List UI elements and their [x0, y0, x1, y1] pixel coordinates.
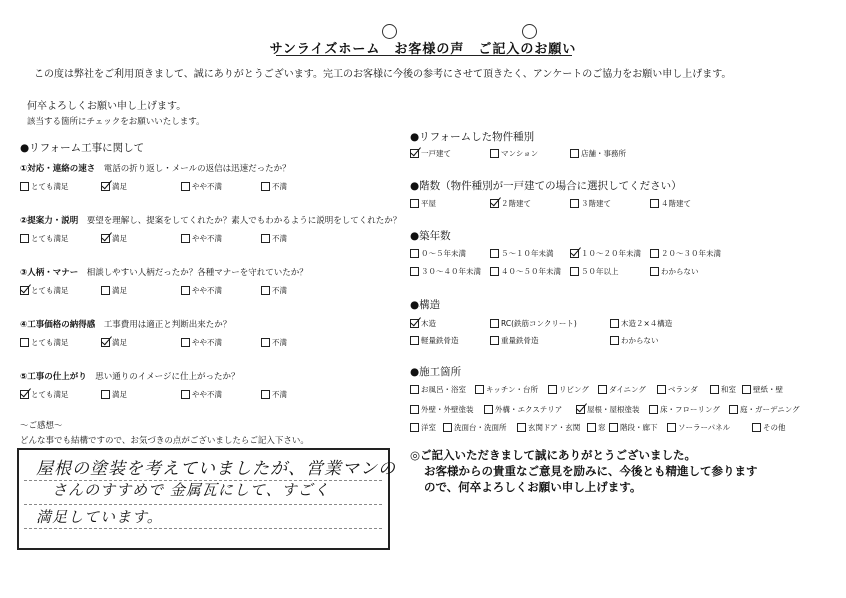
question-2: ②提案力・説明 要望を理解し、提案をしてくれたか？素人でもわかるように説明をしてくれたか？ — [20, 216, 402, 226]
option-location-veranda[interactable]: ベランダ — [657, 384, 698, 395]
option-age-40-50[interactable]: ４０～５０年未満 — [490, 266, 561, 277]
option-location-exterior-wall[interactable]: 外壁・外壁塗装 — [410, 404, 474, 415]
option-location-western-room[interactable]: 洋室 — [410, 422, 436, 433]
checkbox[interactable] — [181, 234, 190, 243]
checkbox[interactable] — [181, 182, 190, 191]
closing-line-3: ので、何卒よろしくお願い申し上げます。 — [424, 480, 642, 494]
checkbox[interactable] — [181, 338, 190, 347]
checkbox-checked[interactable] — [576, 405, 585, 414]
checkbox[interactable] — [410, 423, 419, 432]
checkbox[interactable] — [261, 390, 270, 399]
circle-mark — [522, 24, 537, 39]
option-floors-4[interactable]: ４階建て — [650, 198, 691, 209]
question-1: ①対応・連絡の速さ 電話の折り返し・メールの返信は迅速だったか？ — [20, 164, 291, 174]
option-age-50-plus[interactable]: ５０年以上 — [570, 266, 619, 277]
checkbox[interactable] — [261, 182, 270, 191]
section-title-property-type: ●リフォームした物件種別 — [410, 131, 535, 143]
checkbox-checked[interactable] — [490, 199, 499, 208]
checkbox-checked[interactable] — [101, 234, 110, 243]
checkbox[interactable] — [410, 267, 419, 276]
checkbox[interactable] — [101, 390, 110, 399]
option-q4-somewhat-dissatisfied[interactable]: やや不満 — [181, 337, 222, 348]
checkbox[interactable] — [650, 267, 659, 276]
checkbox[interactable] — [610, 336, 619, 345]
option-age-5-10[interactable]: ５～１０年未満 — [490, 248, 554, 259]
comment-heading: ～ご感想～ — [20, 421, 63, 431]
checkbox[interactable] — [649, 405, 658, 414]
checkbox[interactable] — [475, 385, 484, 394]
checkbox[interactable] — [181, 390, 190, 399]
checkbox[interactable] — [570, 149, 579, 158]
closing-line-2: お客様からの貴重なご意見を励みに、今後とも精進して参ります — [424, 464, 758, 478]
checkbox[interactable] — [490, 319, 499, 328]
option-location-garden[interactable]: 庭・ガーデニング — [729, 404, 800, 415]
checkbox[interactable] — [181, 286, 190, 295]
checkbox-checked[interactable] — [20, 390, 29, 399]
option-q4-satisfied[interactable]: 満足 — [101, 337, 127, 348]
option-q5-somewhat-dissatisfied[interactable]: やや不満 — [181, 389, 222, 400]
option-q2-dissatisfied[interactable]: 不満 — [261, 233, 287, 244]
option-q4-very-satisfied[interactable]: とても満足 — [20, 337, 69, 348]
comment-instruction: どんな事でも結構ですので、お気づきの点がございましたらご記入下さい。 — [20, 436, 309, 446]
checkbox[interactable] — [657, 385, 666, 394]
checkbox[interactable] — [410, 385, 419, 394]
section-title-location: ●施工箇所 — [410, 366, 462, 378]
option-q2-somewhat-dissatisfied[interactable]: やや不満 — [181, 233, 222, 244]
handwritten-line-1: 屋根の塗装を考えていましたが、営業マンの — [36, 459, 396, 479]
checkbox[interactable] — [410, 405, 419, 414]
checkbox[interactable] — [490, 149, 499, 158]
section-title-floors: ●階数（物件種別が一戸建ての場合に選択してください） — [410, 180, 682, 192]
question-5: ⑤工事の仕上がり 思い通りのイメージに仕上がったか？ — [20, 372, 240, 382]
checkbox[interactable] — [598, 385, 607, 394]
checkbox[interactable] — [650, 249, 659, 258]
checkbox[interactable] — [484, 405, 493, 414]
checkbox-checked[interactable] — [20, 286, 29, 295]
option-q3-somewhat-dissatisfied[interactable]: やや不満 — [181, 285, 222, 296]
checkbox-checked[interactable] — [101, 338, 110, 347]
option-location-kitchen[interactable]: キッチン・台所 — [475, 384, 538, 395]
page-title: サンライズホーム お客様の声 ご記入のお願い — [269, 42, 577, 57]
option-location-stairs[interactable]: 階段・廊下 — [609, 422, 658, 433]
checkbox[interactable] — [610, 319, 619, 328]
option-floors-1[interactable]: 平屋 — [410, 198, 436, 209]
checkbox[interactable] — [729, 405, 738, 414]
option-q5-dissatisfied[interactable]: 不満 — [261, 389, 287, 400]
option-structure-wood[interactable]: 木造 — [410, 318, 436, 329]
option-q5-very-satisfied[interactable]: とても満足 — [20, 389, 69, 400]
checkbox[interactable] — [490, 267, 499, 276]
checkbox[interactable] — [20, 182, 29, 191]
option-q3-dissatisfied[interactable]: 不満 — [261, 285, 287, 296]
circle-mark — [382, 24, 397, 39]
checkbox[interactable] — [570, 199, 579, 208]
checkbox[interactable] — [410, 249, 419, 258]
checkbox[interactable] — [443, 423, 452, 432]
checkbox[interactable] — [20, 338, 29, 347]
option-property-house[interactable]: 一戸建て — [410, 148, 451, 159]
checkbox[interactable] — [570, 267, 579, 276]
checkbox-checked[interactable] — [410, 319, 419, 328]
checkbox[interactable] — [517, 423, 526, 432]
option-location-window[interactable]: 窓 — [587, 422, 606, 433]
section-title-age: ●築年数 — [410, 230, 451, 242]
checkbox[interactable] — [650, 199, 659, 208]
checkbox[interactable] — [752, 423, 761, 432]
option-q2-very-satisfied[interactable]: とても満足 — [20, 233, 69, 244]
option-structure-2x4[interactable]: 木造２×４構造 — [610, 318, 672, 329]
checkbox[interactable] — [587, 423, 596, 432]
greeting-text: 何卒よろしくお願い申し上げます。 — [27, 101, 187, 112]
option-floors-3[interactable]: ３階建て — [570, 198, 611, 209]
option-age-unknown[interactable]: わからない — [650, 266, 699, 277]
checkbox[interactable] — [101, 286, 110, 295]
option-q1-dissatisfied[interactable]: 不満 — [261, 181, 287, 192]
option-location-dining[interactable]: ダイニング — [598, 384, 646, 395]
comment-rule — [24, 528, 382, 529]
section-title-structure: ●構造 — [410, 299, 441, 311]
option-property-store[interactable]: 店舗・事務所 — [570, 148, 626, 159]
option-location-roof[interactable]: 屋根・屋根塗装 — [576, 404, 640, 415]
checkbox-checked[interactable] — [101, 182, 110, 191]
checkbox[interactable] — [609, 423, 618, 432]
title-underline — [276, 55, 572, 56]
checkbox[interactable] — [410, 199, 419, 208]
checkbox[interactable] — [667, 423, 676, 432]
option-age-20-30[interactable]: ２０～３０年未満 — [650, 248, 721, 259]
handwritten-line-3: 満足しています。 — [36, 508, 163, 526]
checkbox-checked[interactable] — [570, 249, 579, 258]
checkbox[interactable] — [490, 249, 499, 258]
option-location-entrance[interactable]: 玄関ドア・玄関 — [517, 422, 580, 433]
option-location-living[interactable]: リビング — [548, 384, 589, 395]
question-4: ④工事価格の納得感 工事費用は適正と判断出来たか？ — [20, 320, 232, 330]
option-age-0-5[interactable]: ０～５年未満 — [410, 248, 466, 259]
option-q1-very-satisfied[interactable]: とても満足 — [20, 181, 69, 192]
option-location-japanese-room[interactable]: 和室 — [710, 384, 736, 395]
option-age-10-20[interactable]: １０～２０年未満 — [570, 248, 641, 259]
option-q3-very-satisfied[interactable]: とても満足 — [20, 285, 69, 296]
option-floors-2[interactable]: ２階建て — [490, 198, 531, 209]
option-q2-satisfied[interactable]: 満足 — [101, 233, 127, 244]
option-q5-satisfied[interactable]: 満足 — [101, 389, 127, 400]
option-structure-rc[interactable]: RC(鉄筋コンクリート) — [490, 318, 577, 329]
option-q1-satisfied[interactable]: 満足 — [101, 181, 127, 192]
option-property-mansion[interactable]: マンション — [490, 148, 538, 159]
option-location-solar[interactable]: ソーラーパネル — [667, 422, 730, 433]
section-title-reform: ●リフォーム工事に関して — [20, 142, 145, 154]
checkbox[interactable] — [20, 234, 29, 243]
checkbox-checked[interactable] — [410, 149, 419, 158]
option-q4-dissatisfied[interactable]: 不満 — [261, 337, 287, 348]
checkbox[interactable] — [261, 338, 270, 347]
checkbox[interactable] — [261, 286, 270, 295]
checkbox[interactable] — [410, 336, 419, 345]
option-q3-satisfied[interactable]: 満足 — [101, 285, 127, 296]
question-3: ③人柄・マナー 相談しやすい人柄だったか？各種マナーを守れていたか？ — [20, 268, 308, 278]
option-q1-somewhat-dissatisfied[interactable]: やや不満 — [181, 181, 222, 192]
option-structure-heavy-steel[interactable]: 重量鉄骨造 — [490, 335, 539, 346]
handwritten-line-2: さんのすすめで 金属瓦にして、すごく — [52, 481, 330, 499]
option-location-washroom[interactable]: 洗面台・洗面所 — [443, 422, 507, 433]
option-structure-unknown[interactable]: わからない — [610, 335, 659, 346]
checkbox[interactable] — [742, 385, 751, 394]
intro-text: この度は弊社をご利用頂きまして、誠にありがとうございます。完工のお客様に今後の参考にさせて頂きたく、アンケートのご協力をお願い申し上げます。 — [34, 69, 732, 80]
option-location-exterior[interactable]: 外構・エクステリア — [484, 404, 562, 415]
instruction-text: 該当する箇所にチェックをお願いいたします。 — [27, 117, 205, 127]
option-age-30-40[interactable]: ３０～４０年未満 — [410, 266, 481, 277]
checkbox[interactable] — [548, 385, 557, 394]
option-location-flooring[interactable]: 床・フローリング — [649, 404, 720, 415]
option-location-bath[interactable]: お風呂・浴室 — [410, 384, 466, 395]
checkbox[interactable] — [710, 385, 719, 394]
option-location-other[interactable]: その他 — [752, 422, 786, 433]
checkbox[interactable] — [261, 234, 270, 243]
comment-rule — [24, 504, 382, 505]
checkbox[interactable] — [490, 336, 499, 345]
option-location-wallpaper[interactable]: 壁紙・壁 — [742, 384, 783, 395]
closing-line-1: ◎ご記入いただきまして誠にありがとうございました。 — [410, 448, 697, 462]
option-structure-light-steel[interactable]: 軽量鉄骨造 — [410, 335, 459, 346]
